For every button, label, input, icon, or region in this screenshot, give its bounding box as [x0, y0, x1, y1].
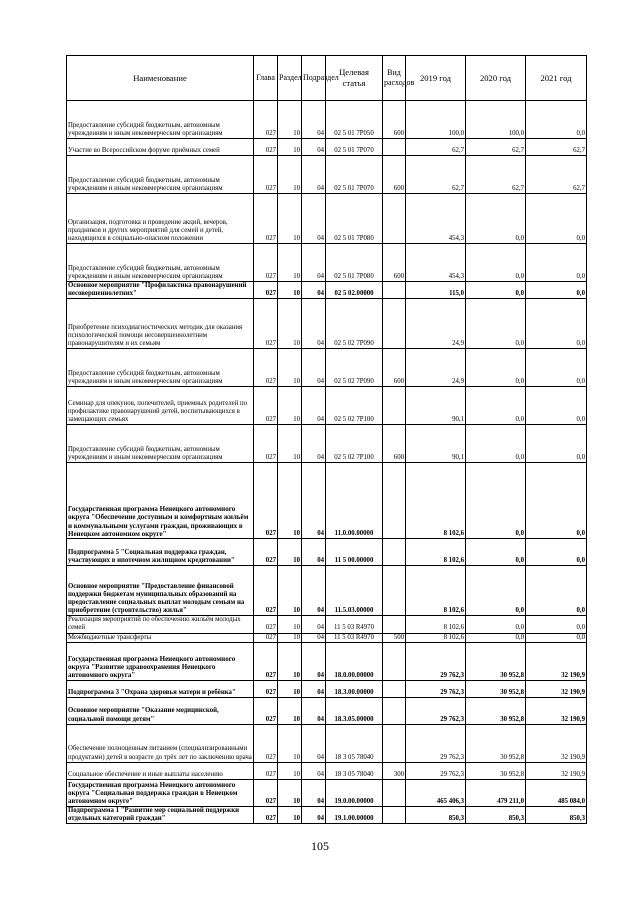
cell-razdel: 10	[278, 724, 302, 762]
cell-glava: 027	[254, 642, 278, 680]
table-row	[67, 566, 587, 616]
cell-glava: 027	[254, 349, 278, 387]
cell-glava: 027	[254, 697, 278, 724]
cell-y2019: 24,9	[406, 349, 466, 387]
cell-y2020: 0,0	[466, 282, 526, 299]
cell-y2021: 62,7	[526, 139, 587, 156]
table-row	[67, 139, 587, 156]
cell-glava: 027	[254, 387, 278, 425]
cell-podrazdel: 04	[302, 463, 326, 539]
cell-podrazdel: 04	[302, 680, 326, 697]
cell-vid	[383, 680, 406, 697]
header-2019: 2019 год	[406, 56, 466, 101]
cell-y2019: 29 762,3	[406, 642, 466, 680]
cell-y2020: 850,3	[466, 806, 526, 823]
cell-y2020: 30 952,8	[466, 762, 526, 779]
cell-razdel: 10	[278, 244, 302, 282]
cell-podrazdel: 04	[302, 633, 326, 642]
cell-podrazdel: 04	[302, 806, 326, 823]
cell-name: Предоставление субсидий бюджетным, автономным учреждениям и иным некоммерческим организациям	[67, 156, 254, 194]
cell-y2020: 30 952,8	[466, 642, 526, 680]
cell-name: Предоставление субсидий бюджетным, автономным учреждениям и иным некоммерческим организациям	[67, 244, 254, 282]
cell-vid	[383, 566, 406, 616]
cell-podrazdel: 04	[302, 349, 326, 387]
cell-y2021: 0,0	[526, 616, 587, 633]
cell-glava: 027	[254, 539, 278, 566]
table-row	[67, 642, 587, 680]
cell-stat: 18.3.00.00000	[326, 680, 383, 697]
cell-y2021: 0,0	[526, 539, 587, 566]
cell-y2019: 8 102,6	[406, 463, 466, 539]
cell-razdel: 10	[278, 616, 302, 633]
cell-y2019: 29 762,3	[406, 762, 466, 779]
cell-y2019: 850,3	[406, 806, 466, 823]
cell-glava: 027	[254, 299, 278, 349]
cell-stat: 11 5 03 R4970	[326, 616, 383, 633]
cell-y2020: 0,0	[466, 194, 526, 244]
cell-razdel: 10	[278, 806, 302, 823]
cell-razdel: 10	[278, 282, 302, 299]
cell-podrazdel: 04	[302, 282, 326, 299]
header-glava: Глава	[254, 56, 278, 101]
cell-y2020: 62,7	[466, 156, 526, 194]
cell-y2021: 32 190,9	[526, 680, 587, 697]
cell-y2019: 90,1	[406, 425, 466, 463]
cell-y2019: 8 102,6	[406, 633, 466, 642]
cell-podrazdel: 04	[302, 539, 326, 566]
cell-razdel: 10	[278, 349, 302, 387]
cell-vid	[383, 724, 406, 762]
cell-name: Обеспечение полноценным питанием (специализированными продуктами) детей в возрасте до трёх лет по заключению врача	[67, 724, 254, 762]
table-row	[67, 194, 587, 244]
cell-razdel: 10	[278, 633, 302, 642]
header-vid: Вид расходов	[383, 56, 406, 101]
cell-podrazdel: 04	[302, 697, 326, 724]
table-row	[67, 779, 587, 806]
cell-y2020: 0,0	[466, 299, 526, 349]
cell-podrazdel: 04	[302, 425, 326, 463]
cell-y2021: 0,0	[526, 244, 587, 282]
cell-y2020: 0,0	[466, 463, 526, 539]
cell-name: Государственная программа Ненецкого автономного округа "Обеспечение доступным и комфортным жильём и коммунальными услугами граждан, проживающих в Ненецком автономном округе"	[67, 463, 254, 539]
cell-glava: 027	[254, 806, 278, 823]
cell-y2019: 465 406,3	[406, 779, 466, 806]
cell-podrazdel: 04	[302, 566, 326, 616]
cell-y2020: 30 952,8	[466, 697, 526, 724]
cell-y2019: 62,7	[406, 139, 466, 156]
cell-vid	[383, 697, 406, 724]
cell-razdel: 10	[278, 194, 302, 244]
cell-name: Участие во Всероссийском форуме приёмных семей	[67, 139, 254, 156]
cell-razdel: 10	[278, 425, 302, 463]
cell-stat: 02 5 01 7Р050	[326, 101, 383, 139]
cell-glava: 027	[254, 566, 278, 616]
cell-glava: 027	[254, 463, 278, 539]
cell-stat: 11.5.03.00000	[326, 566, 383, 616]
cell-glava: 027	[254, 779, 278, 806]
cell-razdel: 10	[278, 762, 302, 779]
table-row	[67, 680, 587, 697]
cell-stat: 18 3 05 78040	[326, 762, 383, 779]
cell-vid: 600	[383, 156, 406, 194]
cell-stat: 18 3 05 78040	[326, 724, 383, 762]
cell-y2019: 29 762,3	[406, 697, 466, 724]
table-row	[67, 724, 587, 762]
table-row	[67, 806, 587, 823]
cell-stat: 02 5 02 7Р090	[326, 299, 383, 349]
table-row	[67, 539, 587, 566]
cell-podrazdel: 04	[302, 387, 326, 425]
cell-y2019: 8 102,6	[406, 616, 466, 633]
cell-y2021: 0,0	[526, 349, 587, 387]
cell-y2020: 0,0	[466, 633, 526, 642]
cell-y2021: 0,0	[526, 566, 587, 616]
cell-vid: 600	[383, 425, 406, 463]
page-number: 105	[311, 839, 329, 853]
table-row	[67, 425, 587, 463]
table-row	[67, 616, 587, 633]
cell-razdel: 10	[278, 539, 302, 566]
table-row	[67, 633, 587, 642]
cell-y2019: 8 102,6	[406, 539, 466, 566]
cell-vid	[383, 642, 406, 680]
cell-y2021: 32 190,9	[526, 697, 587, 724]
cell-name: Предоставление субсидий бюджетным, автономным учреждениям и иным некоммерческим организациям	[67, 349, 254, 387]
cell-razdel: 10	[278, 387, 302, 425]
table-row	[67, 101, 587, 139]
cell-y2020: 0,0	[466, 566, 526, 616]
cell-razdel: 10	[278, 299, 302, 349]
cell-vid	[383, 299, 406, 349]
cell-name: Подпрограмма 5 "Социальная поддержка граждан, участвующих в ипотечном жилищном кредитовании"	[67, 539, 254, 566]
header-2021: 2021 год	[526, 56, 587, 101]
cell-podrazdel: 04	[302, 139, 326, 156]
cell-stat: 02 5 02 7Р100	[326, 425, 383, 463]
cell-glava: 027	[254, 680, 278, 697]
cell-y2019: 115,0	[406, 282, 466, 299]
cell-name: Государственная программа Ненецкого автономного округа "Социальная поддержка граждан в Ненецком автономном округе"	[67, 779, 254, 806]
cell-y2019: 62,7	[406, 156, 466, 194]
cell-razdel: 10	[278, 156, 302, 194]
cell-glava: 027	[254, 194, 278, 244]
cell-vid: 600	[383, 349, 406, 387]
cell-razdel: 10	[278, 680, 302, 697]
cell-vid: 600	[383, 244, 406, 282]
header-name: Наименование	[67, 56, 254, 101]
cell-vid	[383, 806, 406, 823]
cell-y2020: 0,0	[466, 425, 526, 463]
cell-y2020: 30 952,8	[466, 724, 526, 762]
cell-y2019: 24,9	[406, 299, 466, 349]
cell-podrazdel: 04	[302, 101, 326, 139]
cell-stat: 02 5 02.00000	[326, 282, 383, 299]
cell-glava: 027	[254, 139, 278, 156]
cell-name: Организация, подготовка и проведение акций, вечеров, праздников и других мероприятий для семей и детей, находящихся в социально-опасном положении	[67, 194, 254, 244]
cell-glava: 027	[254, 282, 278, 299]
cell-y2020: 0,0	[466, 387, 526, 425]
cell-name: Предоставление субсидий бюджетным, автономным учреждениям и иным некоммерческим организациям	[67, 101, 254, 139]
cell-podrazdel: 04	[302, 724, 326, 762]
cell-y2021: 0,0	[526, 387, 587, 425]
cell-vid	[383, 463, 406, 539]
cell-name: Подпрограмма 3 "Охрана здоровья матери и ребёнка"	[67, 680, 254, 697]
cell-y2021: 0,0	[526, 101, 587, 139]
cell-y2021: 0,0	[526, 299, 587, 349]
cell-y2021: 485 084,0	[526, 779, 587, 806]
table-body	[67, 101, 587, 824]
cell-y2019: 29 762,3	[406, 680, 466, 697]
cell-y2020: 62,7	[466, 139, 526, 156]
cell-podrazdel: 04	[302, 616, 326, 633]
table-row	[67, 697, 587, 724]
cell-stat: 02 5 01 7Р070	[326, 139, 383, 156]
cell-name: Реализация мероприятий по обеспечению жильём молодых семей	[67, 616, 254, 633]
cell-name: Государственная программа Ненецкого автономного округа "Развитие здравоохранения Ненецкого автономного округа"	[67, 642, 254, 680]
cell-y2021: 32 190,9	[526, 762, 587, 779]
cell-y2021: 0,0	[526, 194, 587, 244]
table-header-row	[67, 56, 587, 101]
cell-y2019: 29 762,3	[406, 724, 466, 762]
cell-y2021: 0,0	[526, 633, 587, 642]
cell-y2019: 100,0	[406, 101, 466, 139]
cell-glava: 027	[254, 156, 278, 194]
cell-stat: 19.1.00.00000	[326, 806, 383, 823]
cell-vid	[383, 194, 406, 244]
cell-vid	[383, 779, 406, 806]
table-row	[67, 762, 587, 779]
table-row	[67, 463, 587, 539]
cell-y2020: 0,0	[466, 539, 526, 566]
cell-name: Межбюджетные трансферты	[67, 633, 254, 642]
cell-stat: 02 5 01 7Р080	[326, 194, 383, 244]
cell-vid	[383, 387, 406, 425]
cell-glava: 027	[254, 633, 278, 642]
cell-vid: 600	[383, 101, 406, 139]
table-row	[67, 156, 587, 194]
table-row	[67, 282, 587, 299]
header-2020: 2020 год	[466, 56, 526, 101]
header-stat: Целевая статья	[326, 56, 383, 101]
table-row	[67, 299, 587, 349]
cell-podrazdel: 04	[302, 762, 326, 779]
cell-y2019: 8 102,6	[406, 566, 466, 616]
cell-stat: 02 5 01 7Р070	[326, 156, 383, 194]
cell-y2020: 0,0	[466, 349, 526, 387]
cell-y2020: 0,0	[466, 616, 526, 633]
cell-name: Социальное обеспечение и иные выплаты населению	[67, 762, 254, 779]
cell-y2019: 454,3	[406, 194, 466, 244]
header-razdel: Раздел	[278, 56, 302, 101]
cell-y2020: 30 952,8	[466, 680, 526, 697]
cell-stat: 11.0.00.00000	[326, 463, 383, 539]
cell-y2020: 479 211,0	[466, 779, 526, 806]
cell-podrazdel: 04	[302, 156, 326, 194]
cell-stat: 18.0.00.00000	[326, 642, 383, 680]
cell-glava: 027	[254, 762, 278, 779]
cell-razdel: 10	[278, 697, 302, 724]
cell-y2019: 454,3	[406, 244, 466, 282]
cell-vid	[383, 139, 406, 156]
cell-stat: 02 5 01 7Р080	[326, 244, 383, 282]
cell-podrazdel: 04	[302, 244, 326, 282]
cell-name: Приобретение психодиагностических методик для оказания психологической помощи несовершеннолетним правонарушителям и их семьям	[67, 299, 254, 349]
cell-glava: 027	[254, 616, 278, 633]
cell-glava: 027	[254, 724, 278, 762]
cell-name: Предоставление субсидий бюджетным, автономным учреждениям и иным некоммерческим организациям	[67, 425, 254, 463]
cell-stat: 19.0.00.00000	[326, 779, 383, 806]
cell-glava: 027	[254, 101, 278, 139]
cell-glava: 027	[254, 425, 278, 463]
cell-razdel: 10	[278, 101, 302, 139]
table-row	[67, 387, 587, 425]
cell-name: Семинар для опекунов, попечителей, приемных родителей по профилактике правонарушений детей, воспитывающихся в замещающих семьях	[67, 387, 254, 425]
cell-name: Основное мероприятие "Оказание медицинской, социальной помощи детям"	[67, 697, 254, 724]
cell-vid	[383, 616, 406, 633]
cell-podrazdel: 04	[302, 299, 326, 349]
cell-stat: 11 5 03 R4970	[326, 633, 383, 642]
cell-y2021: 0,0	[526, 425, 587, 463]
cell-name: Основное мероприятие "Профилактика правонарушений несовершеннолетних"	[67, 282, 254, 299]
cell-stat: 02 5 02 7Р100	[326, 387, 383, 425]
cell-razdel: 10	[278, 642, 302, 680]
cell-y2019: 90,1	[406, 387, 466, 425]
cell-y2021: 850,3	[526, 806, 587, 823]
header-podrazdel: Подраздел	[302, 56, 326, 101]
cell-vid	[383, 539, 406, 566]
table-row	[67, 349, 587, 387]
table-row	[67, 244, 587, 282]
cell-glava: 027	[254, 244, 278, 282]
cell-y2020: 100,0	[466, 101, 526, 139]
cell-razdel: 10	[278, 463, 302, 539]
cell-stat: 11 5 00.00000	[326, 539, 383, 566]
cell-podrazdel: 04	[302, 779, 326, 806]
cell-razdel: 10	[278, 779, 302, 806]
cell-stat: 02 5 02 7Р090	[326, 349, 383, 387]
cell-name: Подпрограмма 1 "Развитие мер социальной поддержки отдельных категорий граждан"	[67, 806, 254, 823]
cell-y2021: 32 190,9	[526, 642, 587, 680]
cell-podrazdel: 04	[302, 642, 326, 680]
cell-vid: 500	[383, 633, 406, 642]
cell-razdel: 10	[278, 566, 302, 616]
cell-y2021: 0,0	[526, 463, 587, 539]
cell-vid: 300	[383, 762, 406, 779]
cell-y2021: 62,7	[526, 156, 587, 194]
cell-y2021: 0,0	[526, 282, 587, 299]
budget-table	[66, 55, 587, 824]
cell-name: Основное мероприятие "Предоставление финансовой поддержки бюджетам муниципальных образований на предоставление социальных выплат молодым семьям на приобретение (строительство) жилья"	[67, 566, 254, 616]
cell-podrazdel: 04	[302, 194, 326, 244]
cell-y2020: 0,0	[466, 244, 526, 282]
cell-vid	[383, 282, 406, 299]
cell-razdel: 10	[278, 139, 302, 156]
cell-y2021: 32 190,9	[526, 724, 587, 762]
cell-stat: 18.3.05.00000	[326, 697, 383, 724]
